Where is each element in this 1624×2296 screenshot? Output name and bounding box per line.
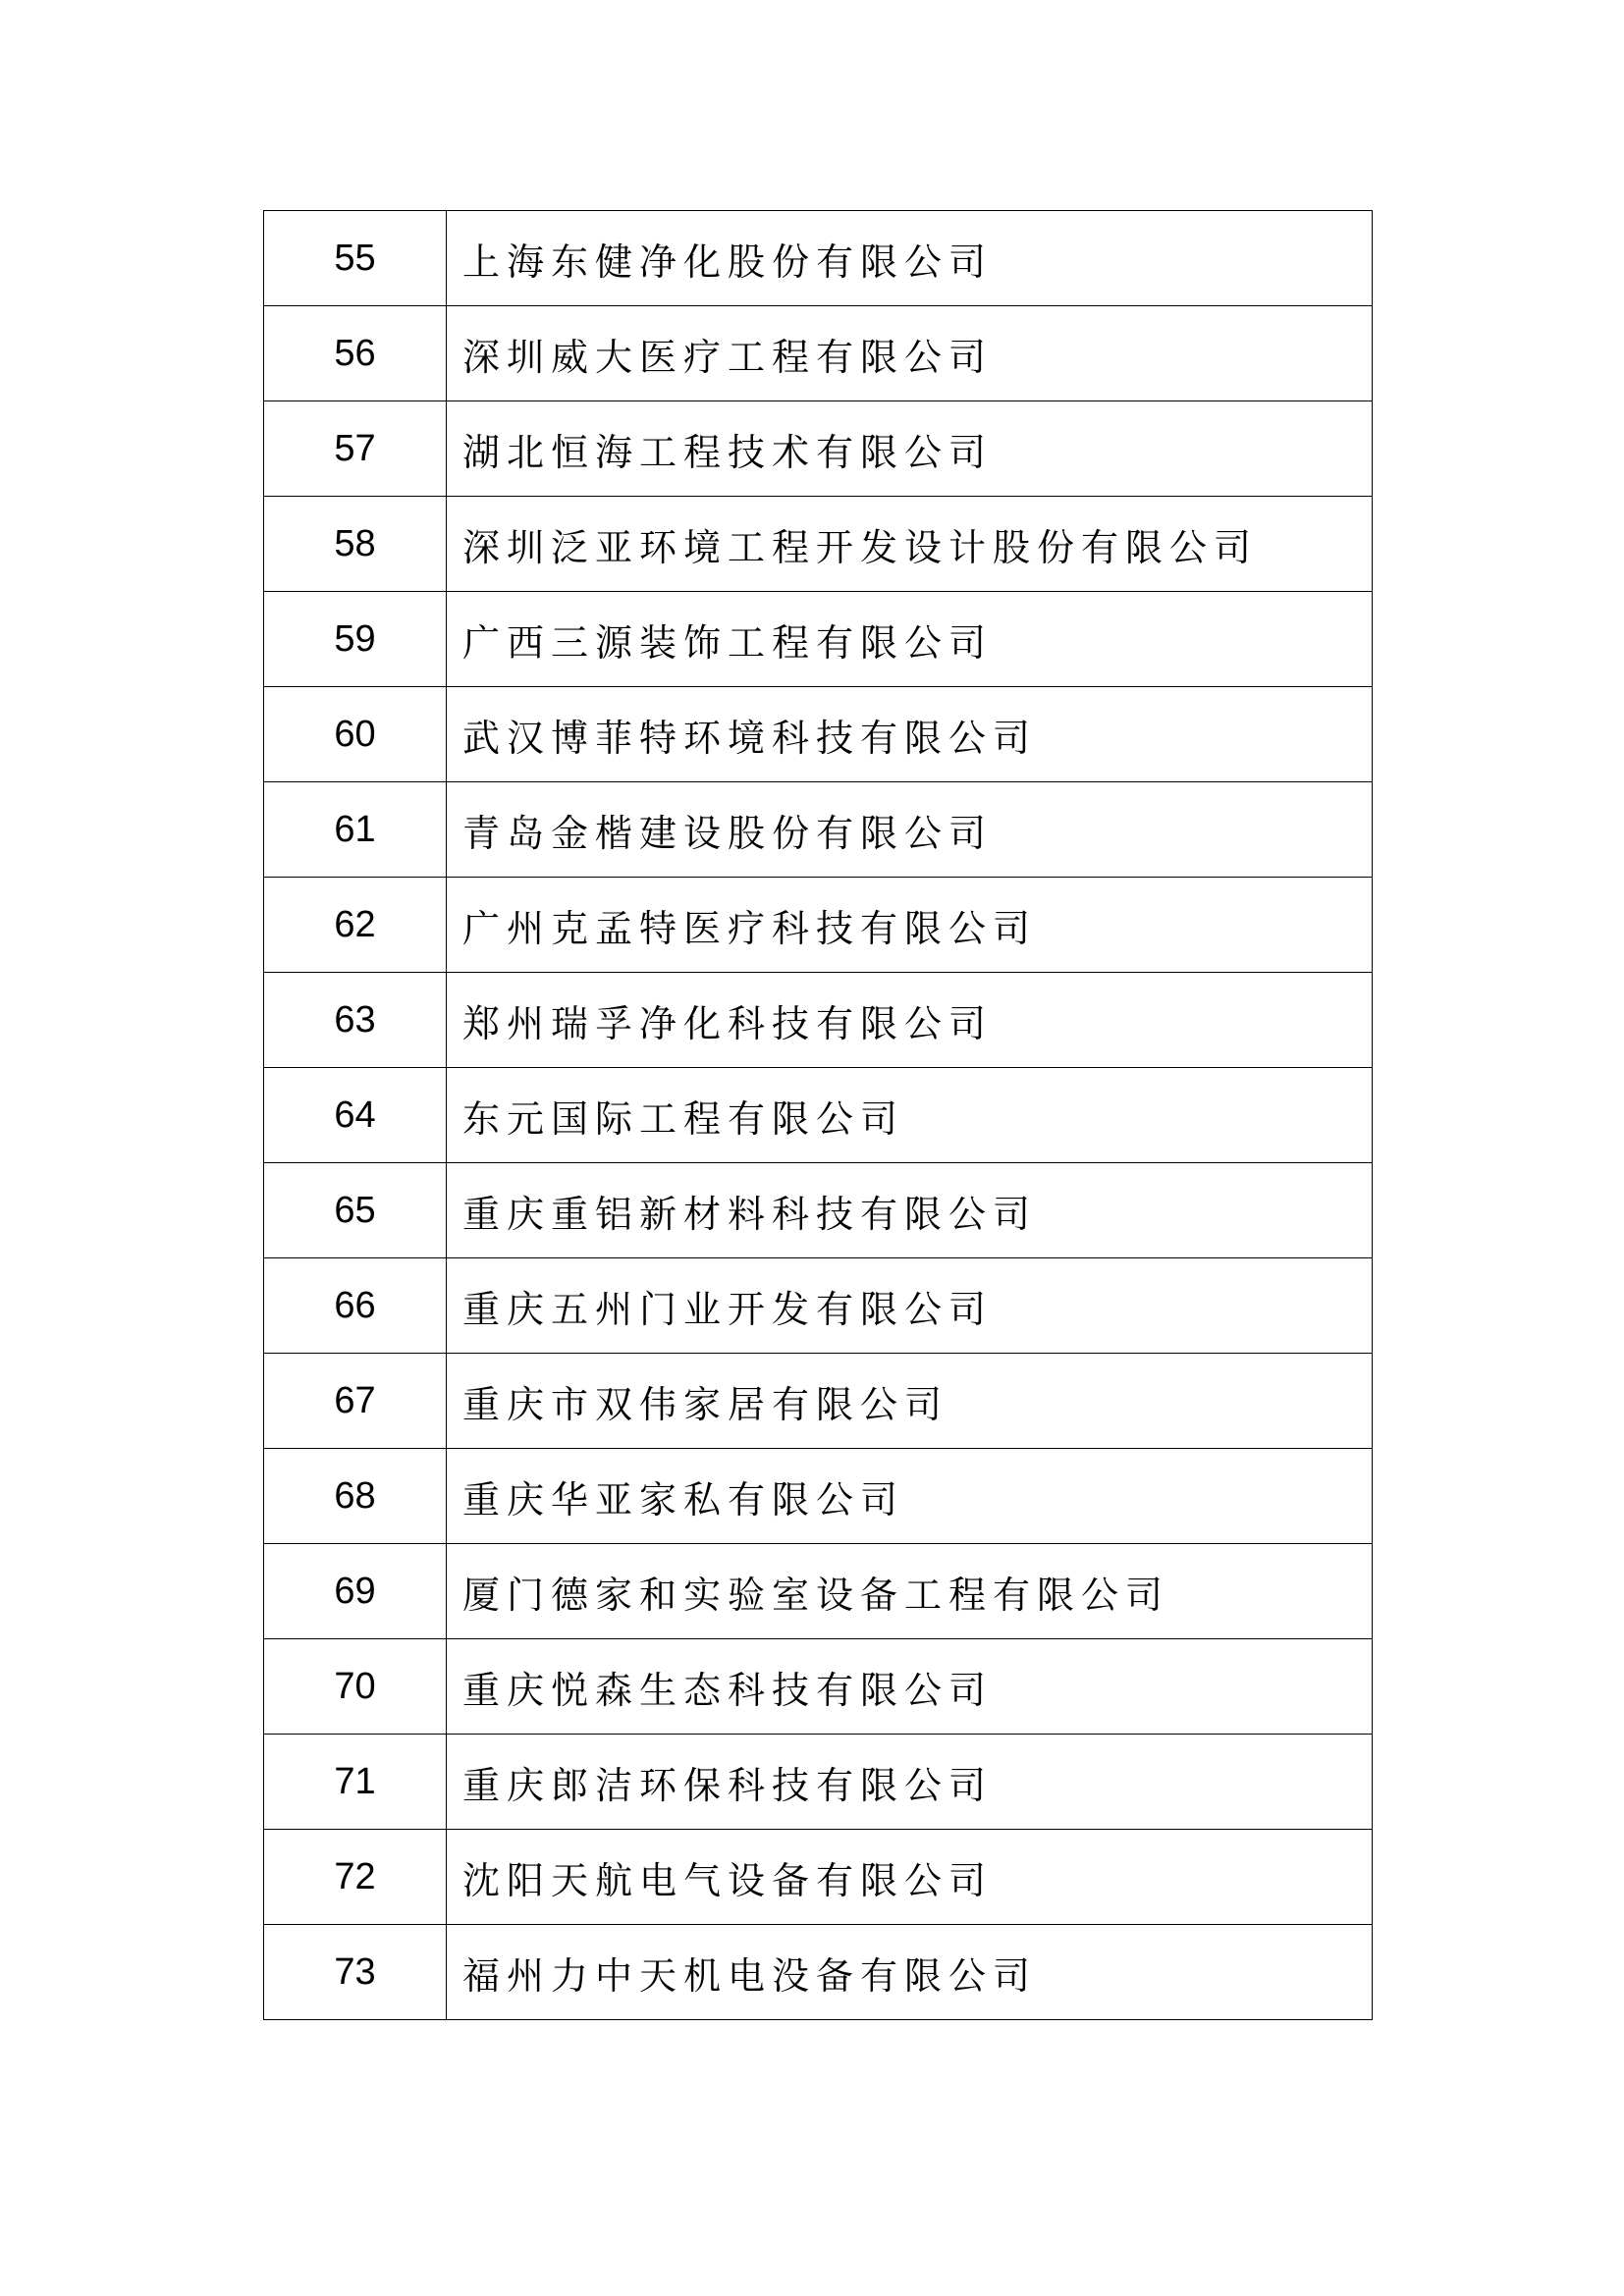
company-name: 武汉博菲特环境科技有限公司 — [447, 687, 1373, 782]
company-name: 青岛金楷建设股份有限公司 — [447, 782, 1373, 878]
table-row — [264, 687, 1373, 782]
row-number: 70 — [264, 1639, 447, 1735]
company-name: 东元国际工程有限公司 — [447, 1068, 1373, 1163]
row-number: 62 — [264, 878, 447, 973]
table-row — [264, 401, 1373, 497]
table-row — [264, 878, 1373, 973]
row-number: 73 — [264, 1925, 447, 2020]
table-row — [264, 782, 1373, 878]
company-name: 郑州瑞孚净化科技有限公司 — [447, 973, 1373, 1068]
table-row — [264, 211, 1373, 306]
company-list-table — [263, 210, 1373, 2020]
row-number: 68 — [264, 1449, 447, 1544]
company-name: 深圳威大医疗工程有限公司 — [447, 306, 1373, 401]
table-row — [264, 1544, 1373, 1639]
company-name: 重庆五州门业开发有限公司 — [447, 1258, 1373, 1354]
company-name: 深圳泛亚环境工程开发设计股份有限公司 — [447, 497, 1373, 592]
company-name: 厦门德家和实验室设备工程有限公司 — [447, 1544, 1373, 1639]
row-number: 72 — [264, 1830, 447, 1925]
row-number: 66 — [264, 1258, 447, 1354]
table-row — [264, 1830, 1373, 1925]
company-name: 重庆华亚家私有限公司 — [447, 1449, 1373, 1544]
row-number: 69 — [264, 1544, 447, 1639]
row-number: 57 — [264, 401, 447, 497]
row-number: 59 — [264, 592, 447, 687]
table-row — [264, 1068, 1373, 1163]
table-row — [264, 1163, 1373, 1258]
row-number: 60 — [264, 687, 447, 782]
company-name: 重庆郎洁环保科技有限公司 — [447, 1735, 1373, 1830]
company-list-body — [264, 211, 1373, 2020]
company-name: 重庆重铝新材料科技有限公司 — [447, 1163, 1373, 1258]
table-row — [264, 592, 1373, 687]
table-row — [264, 1639, 1373, 1735]
row-number: 61 — [264, 782, 447, 878]
table-row — [264, 306, 1373, 401]
row-number: 55 — [264, 211, 447, 306]
table-row — [264, 1354, 1373, 1449]
table-row — [264, 1449, 1373, 1544]
table-row — [264, 1735, 1373, 1830]
table-row — [264, 1925, 1373, 2020]
row-number: 58 — [264, 497, 447, 592]
company-name: 广州克孟特医疗科技有限公司 — [447, 878, 1373, 973]
company-name: 湖北恒海工程技术有限公司 — [447, 401, 1373, 497]
table-row — [264, 497, 1373, 592]
row-number: 71 — [264, 1735, 447, 1830]
row-number: 64 — [264, 1068, 447, 1163]
row-number: 56 — [264, 306, 447, 401]
row-number: 63 — [264, 973, 447, 1068]
table-row — [264, 1258, 1373, 1354]
row-number: 67 — [264, 1354, 447, 1449]
company-name: 上海东健净化股份有限公司 — [447, 211, 1373, 306]
table-row — [264, 973, 1373, 1068]
company-name: 福州力中天机电没备有限公司 — [447, 1925, 1373, 2020]
company-name: 重庆市双伟家居有限公司 — [447, 1354, 1373, 1449]
company-name: 沈阳天航电气设备有限公司 — [447, 1830, 1373, 1925]
row-number: 65 — [264, 1163, 447, 1258]
company-name: 广西三源装饰工程有限公司 — [447, 592, 1373, 687]
company-name: 重庆悦森生态科技有限公司 — [447, 1639, 1373, 1735]
